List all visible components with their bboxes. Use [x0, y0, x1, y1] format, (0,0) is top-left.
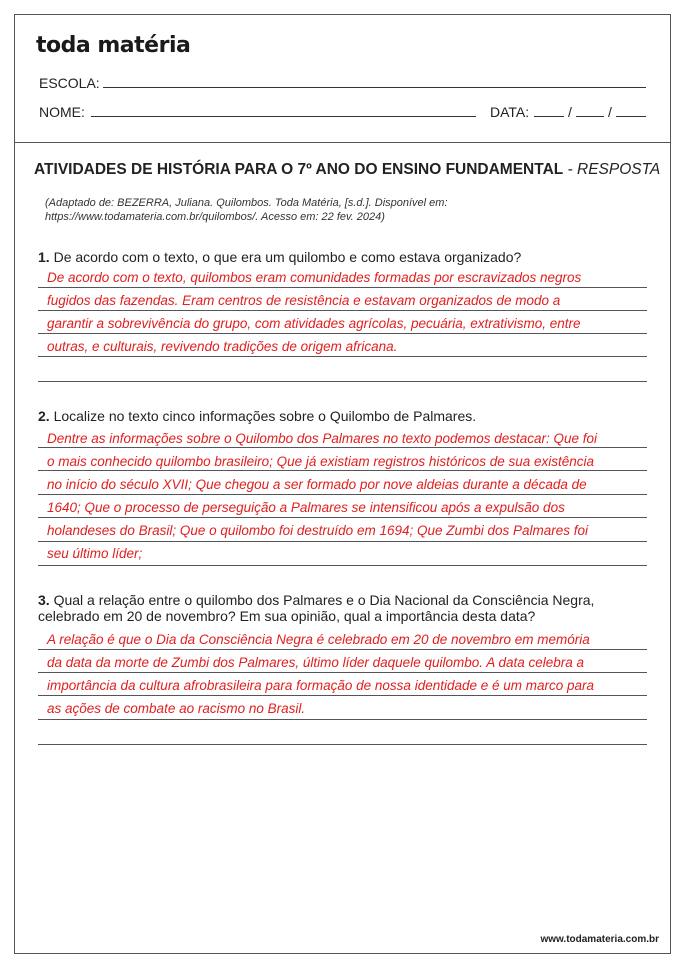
answer-rule [38, 470, 647, 471]
answer-rule [38, 356, 647, 357]
answer-1-line-4: outras, e culturais, revivendo tradições de origem africana. [47, 339, 398, 354]
date-separator: / [608, 104, 612, 120]
answer-3-line-1: A relação é que o Dia da Consciência Negra é celebrado em 20 de novembro em memória [47, 632, 590, 647]
answer-rule [38, 672, 647, 673]
answer-rule [38, 565, 647, 566]
title-subtitle: RESPOSTA [577, 161, 661, 178]
citation [45, 196, 645, 224]
question-number: 3. [38, 592, 50, 608]
question-text: De acordo com o texto, o que era um quilombo e como estava organizado? [53, 249, 522, 265]
answer-2-line-1: Dentre as informações sobre o Quilombo dos Palmares no texto podemos destacar: Que foi [47, 431, 598, 446]
answer-2-line-6: seu último líder; [47, 546, 143, 561]
title-main: ATIVIDADES DE HISTÓRIA PARA O 7º ANO DO ENSINO FUNDAMENTAL [34, 161, 564, 178]
answer-2-line-3: no início do século XVII; Que chegou a ser formado por nove aldeias durante a década de [47, 477, 587, 492]
citation-line: (Adaptado de: BEZERRA, Juliana. Quilombos. Toda Matéria, [s.d.]. Disponível em: [45, 197, 448, 209]
answer-rule [38, 381, 647, 382]
answer-2-line-5: holandeses do Brasil; Que o quilombo foi destruído em 1694; Que Zumbi dos Palmares foi [47, 523, 589, 538]
question-2 [38, 408, 648, 424]
answer-rule [38, 517, 647, 518]
header-divider [14, 142, 671, 143]
answer-1-line-3: garantir a sobrevivência do grupo, com atividades agrícolas, pecuária, extrativismo, entre [47, 316, 581, 331]
title-separator: - [563, 161, 578, 178]
school-field[interactable] [103, 87, 646, 88]
answer-rule [38, 744, 647, 745]
date-day-field[interactable] [534, 116, 564, 117]
answer-rule [38, 541, 647, 542]
name-field[interactable] [91, 116, 476, 117]
date-label: DATA: [490, 104, 530, 120]
answer-rule [38, 287, 647, 288]
answer-1-line-2: fugidos das fazendas. Eram centros de resistência e estavam organizados de modo a [47, 293, 561, 308]
citation-line: https://www.todamateria.com.br/quilombos/. Acesso em: 22 fev. 2024) [45, 211, 385, 223]
answer-rule [38, 447, 647, 448]
question-3 [38, 592, 648, 624]
answer-rule [38, 494, 647, 495]
brand-logo: toda matéria [36, 33, 191, 58]
name-label: NOME: [39, 104, 85, 120]
question-text: Localize no texto cinco informações sobre o Quilombo de Palmares. [53, 408, 477, 424]
answer-2-line-4: 1640; Que o processo de perseguição a Palmares se intensificou após a expulsão dos [47, 500, 565, 515]
question-text: celebrado em 20 de novembro? Em sua opinião, qual a importância desta data? [38, 608, 536, 624]
date-separator: / [568, 104, 572, 120]
answer-rule [38, 695, 647, 696]
answer-3-line-4: as ações de combate ao racismo no Brasil. [47, 701, 306, 716]
answer-rule [38, 333, 647, 334]
question-number: 1. [38, 249, 50, 265]
date-year-field[interactable] [616, 116, 646, 117]
answer-rule [38, 310, 647, 311]
answer-rule [38, 719, 647, 720]
answer-1-line-1: De acordo com o texto, quilombos eram comunidades formadas por escravizados negros [47, 270, 582, 285]
answer-3-line-2: da data da morte de Zumbi dos Palmares, último líder daquele quilombo. A data celebra a [47, 655, 585, 670]
page-title [34, 161, 660, 179]
answer-rule [38, 649, 647, 650]
date-month-field[interactable] [576, 116, 604, 117]
answer-3-line-3: importância da cultura afrobrasileira para formação de nossa identidade e é um marco para [47, 678, 595, 693]
question-text: Qual a relação entre o quilombo dos Palmares e o Dia Nacional da Consciência Negra, [53, 592, 595, 608]
answer-2-line-2: o mais conhecido quilombo brasileiro; Que já existiam registros históricos de sua existência [47, 454, 595, 469]
question-1 [38, 249, 648, 265]
school-label: ESCOLA: [39, 75, 100, 91]
footer-url[interactable]: www.todamateria.com.br [540, 934, 659, 945]
question-number: 2. [38, 408, 50, 424]
